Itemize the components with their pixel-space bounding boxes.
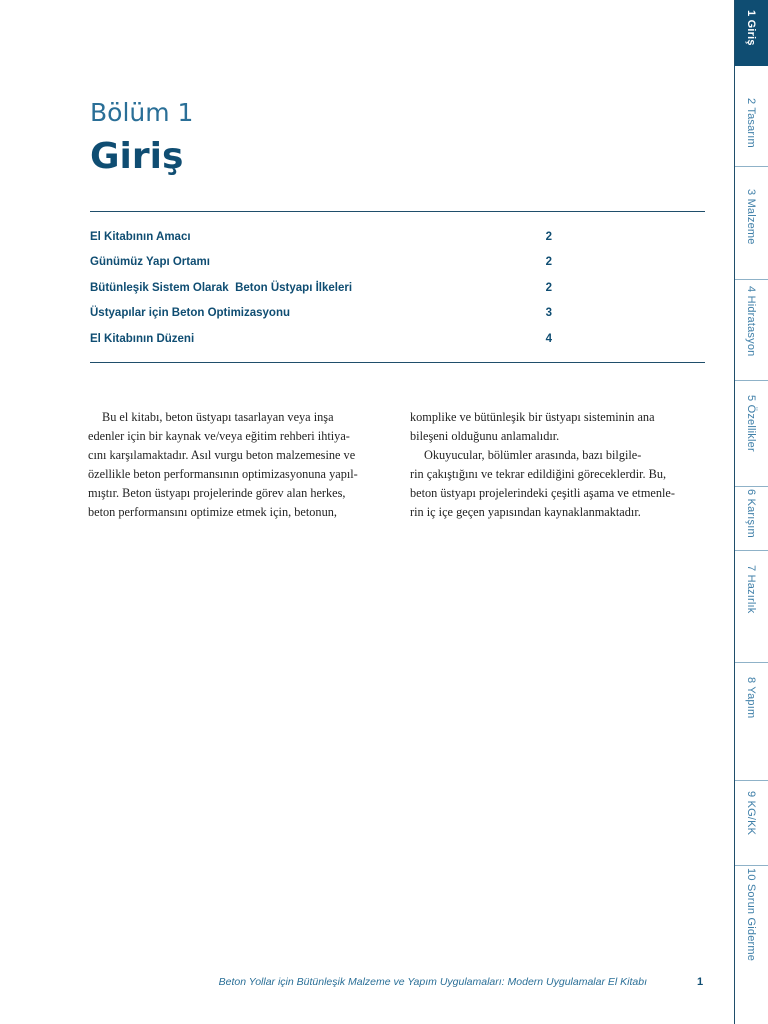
body-line: cını karşılamaktadır. Asıl vurgu beton malzemesine ve: [88, 448, 356, 463]
chapter-tab-kgkk[interactable]: [735, 781, 768, 866]
toc-entry-title: El Kitabının Düzeni: [90, 332, 195, 345]
chapter-tab-label: 8 Yapım: [745, 677, 757, 719]
chapter-tab-sorun-giderme[interactable]: [735, 866, 768, 1024]
chapter-tab-label: 1 Giriş: [745, 10, 757, 46]
body-line: özellikle beton performansının optimizasyonuna yapıl-: [88, 467, 358, 482]
body-column-right: [410, 408, 706, 523]
toc-entry-page: 2: [545, 230, 552, 243]
chapter-tab-sidebar: [734, 0, 768, 1024]
toc-bottom-divider: [90, 362, 705, 363]
body-line: edenler için bir kaynak ve/veya eğitim rehberi ihtiya-: [88, 429, 350, 444]
body-paragraph: [88, 408, 384, 523]
toc-entry-title: Üstyapılar için Beton Optimizasyonu: [90, 307, 291, 320]
chapter-tab-label: 2 Tasarım: [745, 98, 757, 148]
chapter-label: Bölüm 1: [90, 98, 194, 127]
chapter-tab-label: 7 Hazırlık: [745, 565, 757, 614]
table-of-contents: [90, 224, 552, 352]
chapter-tab-label: 6 Karışım: [745, 489, 757, 538]
chapter-tab-label: 5 Özellikler: [745, 395, 757, 452]
body-line: Okuyucular, bölümler arasında, bazı bilgile-: [424, 448, 642, 463]
chapter-tab-label: 9 KG/KK: [745, 791, 757, 836]
toc-entry[interactable]: [90, 224, 552, 250]
chapter-tab-karisim[interactable]: [735, 487, 768, 551]
body-line: komplike ve bütünleşik bir üstyapı sisteminin ana: [410, 410, 655, 424]
chapter-tab-yapim[interactable]: [735, 663, 768, 781]
toc-entry-page: 4: [545, 332, 552, 345]
toc-entry-title: Bütünleşik Sistem Olarak Beton Üstyapı İlkeleri: [90, 281, 353, 294]
body-line: Bu el kitabı, beton üstyapı tasarlayan veya inşa: [102, 410, 334, 424]
toc-entry-page: 2: [545, 281, 552, 294]
footer-page-number: 1: [697, 976, 704, 988]
body-line: rin iç içe geçen yapısından kaynaklanmaktadır.: [410, 505, 641, 520]
body-paragraph: [410, 446, 706, 522]
chapter-tab-label: 4 Hidratasyon: [745, 286, 757, 357]
toc-entry-page: 3: [545, 307, 552, 320]
chapter-tab-malzeme[interactable]: [735, 167, 768, 280]
toc-top-divider: [90, 211, 705, 212]
toc-entry[interactable]: [90, 250, 552, 276]
body-column-left: [88, 408, 384, 523]
chapter-tab-hidratasyon[interactable]: [735, 280, 768, 381]
body-line: beton üstyapı projelerindeki çeşitli aşama ve etmenle-: [410, 486, 675, 501]
body-line: bileşeni olduğunu anlamalıdır.: [410, 429, 560, 444]
toc-entry[interactable]: [90, 275, 552, 301]
toc-entry-title: Günümüz Yapı Ortamı: [90, 256, 210, 269]
toc-entry-title: El Kitabının Amacı: [90, 230, 191, 243]
toc-entry[interactable]: [90, 301, 552, 327]
body-paragraph: [410, 408, 706, 446]
body-line: rin çakıştığını ve tekrar edildiğini göreceklerdir. Bu,: [410, 467, 667, 482]
chapter-title: Giriş: [90, 136, 184, 177]
body-line: mıştır. Beton üstyapı projelerinde görev alan herkes,: [88, 486, 346, 501]
chapter-tab-giris[interactable]: [735, 0, 768, 66]
footer-book-title: Beton Yollar için Bütünleşik Malzeme ve Yapım Uygulamaları: Modern Uygulamalar El Kitabı: [218, 976, 647, 988]
chapter-tab-hazirlik[interactable]: [735, 551, 768, 663]
chapter-tab-tasarim[interactable]: [735, 66, 768, 167]
toc-entry[interactable]: [90, 326, 552, 352]
toc-entry-page: 2: [545, 256, 552, 269]
chapter-tab-ozellikler[interactable]: [735, 381, 768, 487]
chapter-tab-label: 3 Malzeme: [745, 189, 757, 245]
chapter-tab-label: 10 Sorun Giderme: [745, 868, 757, 962]
body-line: beton performansını optimize etmek için, betonun,: [88, 505, 337, 520]
